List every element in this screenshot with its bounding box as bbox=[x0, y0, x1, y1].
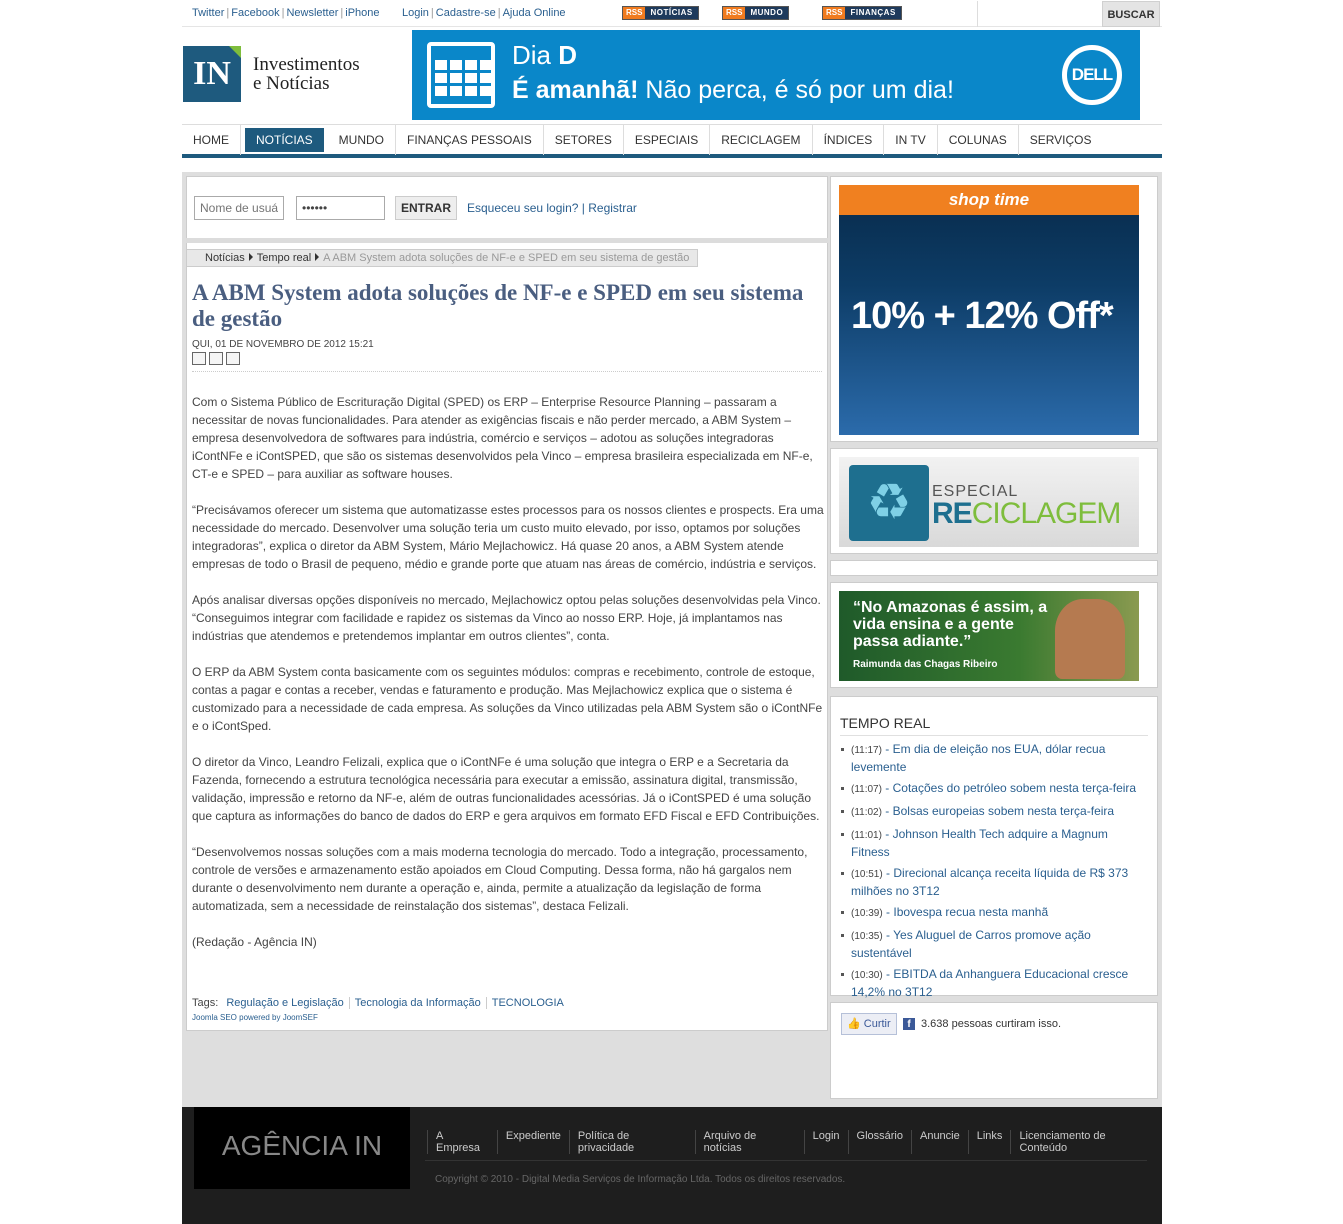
facebook-box bbox=[830, 1002, 1158, 1099]
banner-headline: Dia D bbox=[512, 40, 578, 70]
username-input[interactable] bbox=[194, 196, 284, 220]
article-paragraph: “Precisávamos oferecer um sistema que automatizasse estes processos para os nossos clientes e prospects. Era uma necessidade do mercado. Desenvolver uma solução teria um custo muito elevado, por isso, optamos por soluções integradoras”, explica o diretor da ABM System, Mário Mejlachowicz. Há quase 20 anos, a ABM System atende empresas de todo o Brasil de pequeno, médio e grande porte que atuam nas áreas de comércio, indústria e serviços. bbox=[192, 503, 824, 571]
top-bar bbox=[182, 0, 1162, 27]
nav-indices[interactable]: ÍNDICES bbox=[813, 125, 885, 155]
footer-link[interactable]: Links bbox=[968, 1130, 1011, 1154]
nav-financas-pessoais[interactable]: FINANÇAS PESSOAIS bbox=[396, 125, 544, 155]
forgot-login-link[interactable]: Esqueceu seu login? bbox=[467, 201, 579, 215]
signup-link[interactable]: Cadastre-se bbox=[435, 7, 496, 19]
main-nav bbox=[182, 124, 1162, 158]
login-link[interactable]: Login bbox=[402, 7, 429, 19]
help-link[interactable]: Ajuda Online bbox=[502, 7, 566, 19]
article-date: QUI, 01 DE NOVEMBRO DE 2012 15:21 bbox=[192, 339, 374, 350]
facebook-icon: f bbox=[903, 1018, 915, 1030]
recycle-icon: ♻ bbox=[849, 465, 929, 541]
news-item[interactable]: (11:17) - Em dia de eleição nos EUA, dólar recua levemente bbox=[839, 741, 1139, 775]
reciclagem-ad[interactable]: ♻ ESPECIAL RECICLAGEM bbox=[839, 457, 1139, 547]
facebook-like-button[interactable]: 👍 Curtir bbox=[841, 1013, 897, 1035]
pdf-icon[interactable] bbox=[226, 352, 240, 365]
sidebar-spacer bbox=[830, 560, 1158, 576]
article-body bbox=[192, 393, 824, 969]
nav-colunas[interactable]: COLUNAS bbox=[938, 125, 1019, 155]
news-item[interactable]: (11:02) - Bolsas europeias sobem nesta terça-feira bbox=[839, 803, 1139, 821]
news-item[interactable]: (10:51) - Direcional alcança receita líquida de R$ 373 milhões no 3T12 bbox=[839, 865, 1139, 899]
breadcrumb bbox=[186, 249, 698, 267]
nav-mundo[interactable]: MUNDO bbox=[328, 125, 396, 155]
calendar-icon bbox=[427, 42, 495, 108]
nav-reciclagem[interactable]: RECICLAGEM bbox=[710, 125, 812, 155]
article-tags: Tags: Regulação e Legislação Tecnologia da Informação TECNOLOGIA bbox=[192, 997, 569, 1009]
news-item[interactable]: (11:07) - Cotações do petróleo sobem nesta terça-feira bbox=[839, 780, 1139, 798]
footer bbox=[182, 1107, 1162, 1224]
title-divider bbox=[192, 371, 822, 372]
login-form bbox=[194, 196, 637, 220]
news-item[interactable]: (10:39) - Ibovespa recua nesta manhã bbox=[839, 904, 1139, 922]
footer-link[interactable]: Arquivo de notícias bbox=[695, 1130, 804, 1154]
breadcrumb-noticias[interactable]: Notícias bbox=[205, 252, 245, 264]
rss-icon: RSS bbox=[623, 7, 645, 19]
rss-financas-button[interactable]: RSS FINANÇAS bbox=[822, 6, 902, 20]
arrow-right-icon bbox=[315, 253, 319, 261]
iphone-link[interactable]: iPhone bbox=[345, 7, 380, 19]
nav-especiais[interactable]: ESPECIAIS bbox=[624, 125, 710, 155]
nav-setores[interactable]: SETORES bbox=[544, 125, 624, 155]
facebook-link[interactable]: Facebook bbox=[231, 7, 280, 19]
article-paragraph: Após analisar diversas opções disponíveis no mercado, Mejlachowicz optou pelas soluções desenvolvidas pela Vinco. “Conseguimos integrar com facilidade e rapidez os sistemas da Vinco ao nosso ERP. Hoje, já implantamos nas indústrias que atendemos e pretendemos implantar em outros clientes”, conta. bbox=[192, 593, 821, 643]
section-divider bbox=[186, 238, 828, 243]
twitter-link[interactable]: Twitter bbox=[192, 7, 225, 19]
newsletter-link[interactable]: Newsletter bbox=[286, 7, 339, 19]
footer-links bbox=[427, 1130, 1162, 1154]
dell-ad-banner[interactable] bbox=[412, 30, 1140, 120]
footer-link[interactable]: Licenciamento de Conteúdo bbox=[1010, 1130, 1162, 1154]
sidebar-amazonas-box bbox=[830, 582, 1158, 688]
email-icon[interactable] bbox=[192, 352, 206, 365]
article-paragraph: O ERP da ABM System conta basicamente com os seguintes módulos: compras e recebimento, controle de estoque, contas a pagar e contas a receber, vendas e faturamento e produção. Mas Mejlachowicz explica que o sistema é customizado para a necessidade de cada empresa. As soluções da Vinco utilizadas pela ABM System são o iContNFe e o iContSped. bbox=[192, 665, 823, 733]
shoptime-logo: shop time bbox=[839, 185, 1139, 215]
footer-link[interactable]: Anuncie bbox=[911, 1130, 968, 1154]
sidebar-reciclagem-box bbox=[830, 448, 1158, 554]
banner-subline: É amanhã! Não perca, é só por um dia! bbox=[512, 76, 954, 104]
article-paragraph: O diretor da Vinco, Leandro Felizali, explica que o iContNFe é uma solução que integra o ERP e a Secretaria da Fazenda, fornecendo a estrutura tecnológica necessária para executar a emissão, assinatura digital, transmissão, validação, impressão e retorno da NF-e, além de outras funcionalidades acessórias. Já o iContSPED é uma solução que captura as informações do banco de dados do ERP e gera arquivos em formato EFD Fiscal e EFD Contribuições. bbox=[192, 755, 820, 823]
rss-icon: RSS bbox=[723, 7, 745, 19]
login-submit-button[interactable]: ENTRAR bbox=[395, 196, 457, 220]
article-credit: (Redação - Agência IN) bbox=[192, 935, 317, 949]
login-help: Esqueceu seu login? | Registrar bbox=[467, 201, 637, 215]
sidebar-shoptime-box bbox=[830, 176, 1158, 442]
news-item[interactable]: (11:01) - Johnson Health Tech adquire a Magnum Fitness bbox=[839, 826, 1139, 860]
logo-mark: IN bbox=[183, 46, 241, 102]
social-links: Twitter | Facebook | Newsletter | iPhone bbox=[192, 7, 380, 19]
rss-mundo-button[interactable]: RSS MUNDO bbox=[722, 6, 789, 20]
search-input[interactable] bbox=[977, 1, 1102, 27]
arrow-right-icon bbox=[249, 253, 253, 261]
nav-in-tv[interactable]: IN TV bbox=[884, 125, 937, 155]
article-paragraph: “Desenvolvemos nossas soluções com a mais moderna tecnologia do mercado. Todo a integração, processamento, controle de versões e armazenamento estão apoiados em Cloud Computing. Dessa forma, não há gargalos nem durante o desenvolvimento nem durante a operação e, ainda, permite a atualização da legislação de forma automatizada, sem a necessidade de reinstalação dos sistemas”, destaca Felizali. bbox=[192, 845, 808, 913]
dell-logo: DELL bbox=[1062, 45, 1122, 105]
news-item[interactable]: (10:30) - EBITDA da Anhanguera Educacional cresce 14,2% no 3T12 bbox=[839, 966, 1139, 1000]
tempo-real-box bbox=[830, 696, 1158, 999]
joomsef-credit[interactable]: Joomla SEO powered by JoomSEF bbox=[192, 1013, 318, 1022]
footer-link[interactable]: Login bbox=[804, 1130, 848, 1154]
rss-noticias-button[interactable]: RSS NOTÍCIAS bbox=[622, 6, 699, 20]
footer-link[interactable]: A Empresa bbox=[427, 1130, 497, 1154]
breadcrumb-tempo-real[interactable]: Tempo real bbox=[256, 252, 312, 264]
register-link[interactable]: Registrar bbox=[588, 201, 637, 215]
like-count: 3.638 pessoas curtiram isso. bbox=[921, 1018, 1062, 1030]
account-links: Login | Cadastre-se | Ajuda Online bbox=[402, 7, 566, 19]
shoptime-ad[interactable] bbox=[839, 185, 1139, 435]
article-title: A ABM System adota soluções de NF-e e SPED em seu sistema de gestão bbox=[192, 280, 804, 331]
shoptime-offer: 10% + 12% Off* bbox=[851, 295, 1113, 337]
nav-servicos[interactable]: SERVIÇOS bbox=[1029, 132, 1092, 147]
search-button[interactable]: BUSCAR bbox=[1102, 1, 1160, 27]
nav-noticias[interactable]: NOTÍCIAS bbox=[245, 128, 324, 152]
article-paragraph: Com o Sistema Público de Escrituração Digital (SPED) os ERP – Enterprise Resource Planning – passaram a necessitar de novas funcionalidades. Para atender as exigências fiscais e não perder mercado, a ABM System – empresa desenvolvedora de softwares para indústria, comércio e serviços – adotou as soluções integradoras iContNFe e iContSPED, que são os sistemas desenvolvidos pela Vinco – empresa brasileira especializada em NF-e, CT-e e SPED – para auxiliar as software houses. bbox=[192, 395, 813, 481]
tag-link[interactable]: Tecnologia da Informação bbox=[350, 997, 487, 1009]
tempo-real-list bbox=[839, 741, 1139, 1005]
site-logo[interactable] bbox=[183, 46, 360, 102]
article-tools bbox=[192, 352, 240, 365]
footer-link[interactable]: Expediente bbox=[497, 1130, 569, 1154]
thumbs-up-icon: 👍 bbox=[847, 1018, 861, 1030]
logo-text: Investimentos e Notícias bbox=[253, 54, 360, 94]
footer-link[interactable]: Política de privacidade bbox=[569, 1130, 695, 1154]
footer-link[interactable]: Glossário bbox=[848, 1130, 911, 1154]
copyright: Copyright © 2010 - Digital Media Serviços de Informação Ltda. Todos os direitos reservados. bbox=[435, 1174, 846, 1185]
tag-link[interactable]: TECNOLOGIA bbox=[491, 997, 564, 1009]
tag-link[interactable]: Regulação e Legislação bbox=[221, 997, 349, 1009]
print-icon[interactable] bbox=[209, 352, 223, 365]
password-input[interactable] bbox=[296, 196, 385, 220]
nav-home[interactable]: HOME bbox=[182, 125, 241, 155]
footer-logo[interactable]: AGÊNCIA IN bbox=[194, 1107, 410, 1189]
tempo-real-title: TEMPO REAL bbox=[840, 715, 931, 731]
portrait-image bbox=[1055, 599, 1125, 679]
rss-icon: RSS bbox=[823, 7, 845, 19]
amazonas-ad[interactable]: “No Amazonas é assim, a vida ensina e a gente passa adiante.” Raimunda das Chagas Ribeiro bbox=[839, 591, 1139, 681]
breadcrumb-current: A ABM System adota soluções de NF-e e SPED em seu sistema de gestão bbox=[323, 252, 690, 264]
news-item[interactable]: (10:35) - Yes Aluguel de Carros promove ação sustentável bbox=[839, 927, 1139, 961]
